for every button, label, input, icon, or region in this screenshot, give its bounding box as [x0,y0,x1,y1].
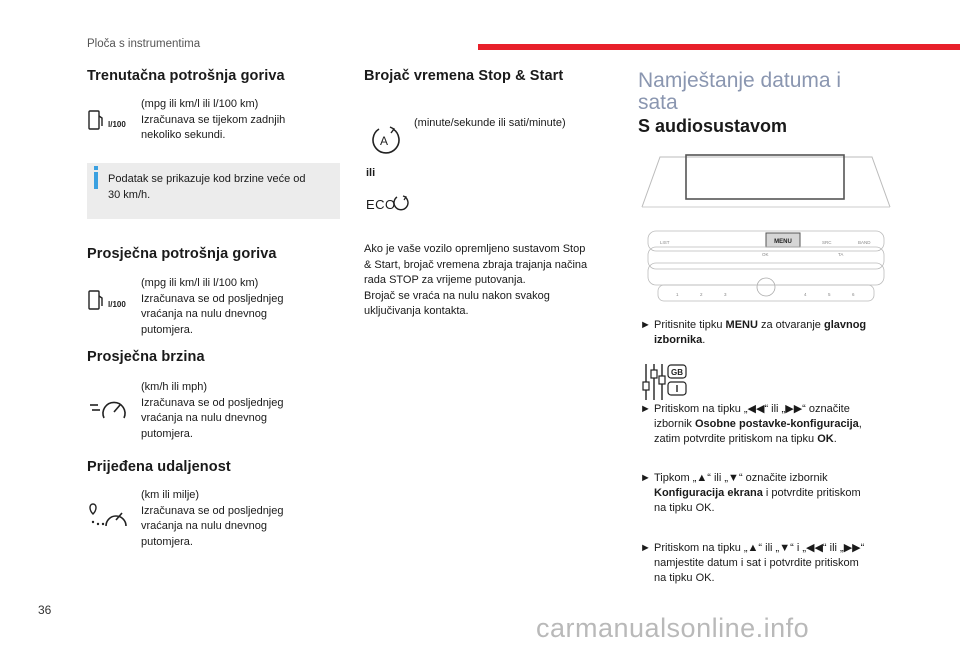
bullet-arrow-icon: ► [640,319,651,331]
page-header-title: Ploča s instrumentima [87,38,201,50]
distance-title: Prijeđena udaljenost [87,459,231,475]
bold-text: izbornika [654,334,703,346]
text-line: nekoliko sekundi. [141,129,226,141]
fuel-avg-title: Prosječna potrošnja goriva [87,246,277,262]
text-line: vraćanja na nulu dnevnog [141,520,267,532]
bold-text: Osobne postavke-konfiguracija [694,418,859,430]
step-4 [640,541,900,586]
text-span: na tipku OK. [654,502,715,514]
text-span: na tipku OK. [654,572,715,584]
menu-key-label: MENU [774,239,792,245]
forward-icon: ▶▶ [785,403,803,415]
list-key-label: LIST [660,240,670,245]
text-span: izbornik [654,418,695,430]
stop-start-title: Brojač vremena Stop & Start [364,68,564,84]
text-span: , [858,418,862,430]
stop-start-paragraph [364,242,587,320]
section-subtitle: S audiosustavom [638,116,788,136]
stop-start-a-icon [370,124,402,161]
src-key-label: SRC [822,240,832,245]
step-2 [640,402,900,447]
text-span: “ [860,542,865,554]
section-title-line: Namještanje datuma i [638,69,842,92]
fuel-now-text [141,97,285,144]
settings-sliders-icon [640,362,690,407]
down-arrow-icon: ▼ [779,542,791,554]
text-line: Izračunava se od posljednjeg [141,292,284,305]
rewind-icon: ◀◀ [805,542,823,554]
audio-panel-illustration [640,147,892,320]
fuel-avg-text [141,276,283,338]
forward-icon: ▶▶ [843,542,861,554]
eco-timer-icon [393,195,409,216]
svg-text:A: A [380,134,389,148]
text-line: & Start, brojač vremena zbraja trajanja načina [364,258,588,271]
text-span: Pritisnite tipku [654,319,726,331]
text-span: . [833,433,837,445]
fuel-avg-icon-label: l/100 [108,300,126,309]
fuel-now-icon-label: l/100 [108,120,126,129]
text-line: 30 km/h. [108,188,151,201]
speed-avg-title: Prosječna brzina [87,349,205,365]
text-line: (mpg ili km/l ili l/100 km) [141,277,259,289]
text-span: “ označite izbornik [738,472,828,484]
text-line: Podatak se prikazuje kod brzine veće od [108,173,306,185]
text-span: “ ili „ [822,542,844,554]
bold-text: glavnog [823,319,867,331]
menu-key-text: MENU [725,319,758,331]
down-arrow-icon: ▼ [728,472,739,484]
step-1 [640,318,900,348]
ta-key-label: TA [838,252,844,257]
text-line: Izračunava se tijekom zadnjih [141,113,286,126]
up-arrow-icon: ▲ [747,542,759,554]
text-line: putomjera. [141,427,193,440]
text-line: Izračunava se od posljednjeg [141,396,284,409]
text-line: Izračunava se od posljednjeg [141,504,284,517]
text-span: i potvrdite pritiskom [762,487,861,499]
bullet-arrow-icon: ► [640,472,651,484]
text-span: zatim potvrdite pritiskom na tipku [654,433,818,445]
text-span: “ i „ [790,542,806,554]
section-title-line: sata [638,91,678,114]
text-line: Brojač se vraća na nulu nakon svakog [364,289,550,302]
text-line: (mpg ili km/l ili l/100 km) [141,98,259,110]
text-span: “ ili „ [707,472,729,484]
text-line: putomjera. [141,535,193,548]
header-accent-bar [478,44,960,50]
text-span: . [702,334,706,346]
text-span: “ ili „ [764,403,786,415]
info-icon [94,172,98,189]
text-line: rada STOP za vrijeme putovanja. [364,274,526,286]
bullet-arrow-icon: ► [640,542,651,554]
text-line: putomjera. [141,323,193,336]
text-span: namjestite datum i sat i potvrdite pritiskom [654,557,859,569]
section-title [638,70,841,114]
text-span: Tipkom „ [654,472,697,484]
text-line: vraćanja na nulu dnevnog [141,412,267,424]
preset-5: 5 [828,292,831,297]
eco-label: ECO [366,197,396,212]
text-span: Pritiskom na tipku „ [654,403,748,415]
text-line: Ako je vaše vozilo opremljeno sustavom Stop [364,243,586,255]
preset-3: 3 [724,292,727,297]
band-key-label: BAND [858,240,871,245]
stop-start-unit-text: (minute/sekunde ili sati/minute) [414,117,566,129]
bullet-arrow-icon: ► [640,403,651,415]
ili-label: ili [366,167,376,179]
preset-4: 4 [804,292,807,297]
text-span: za otvaranje [757,319,824,331]
distance-text [141,488,283,550]
speed-avg-text [141,380,283,442]
text-span: Pritiskom na tipku „ [654,542,748,554]
text-line: uključivanja kontakta. [364,305,469,317]
page-number: 36 [38,603,52,617]
step-3 [640,471,900,516]
text-span: “ ili „ [758,542,780,554]
fuel-now-title: Trenutačna potrošnja goriva [87,68,285,84]
text-line: vraćanja na nulu dnevnog [141,308,267,320]
preset-1: 1 [676,292,679,297]
gb-label: GB [671,368,683,377]
info-text [108,172,306,203]
preset-6: 6 [852,292,855,297]
watermark: carmanualsonline.info [536,613,810,643]
ok-key-text: OK [817,433,834,445]
rewind-icon: ◀◀ [747,403,765,415]
distance-icon [88,502,130,535]
text-line: (km ili milje) [141,489,200,501]
text-span: “ označite [802,403,850,415]
speed-gauge-icon [88,396,130,427]
ok-key-label: OK [762,252,769,257]
bold-text: Konfiguracija ekrana [654,487,763,499]
text-line: (km/h ili mph) [141,381,208,393]
info-icon-dot [94,166,98,170]
up-arrow-icon: ▲ [696,472,708,484]
preset-2: 2 [700,292,703,297]
